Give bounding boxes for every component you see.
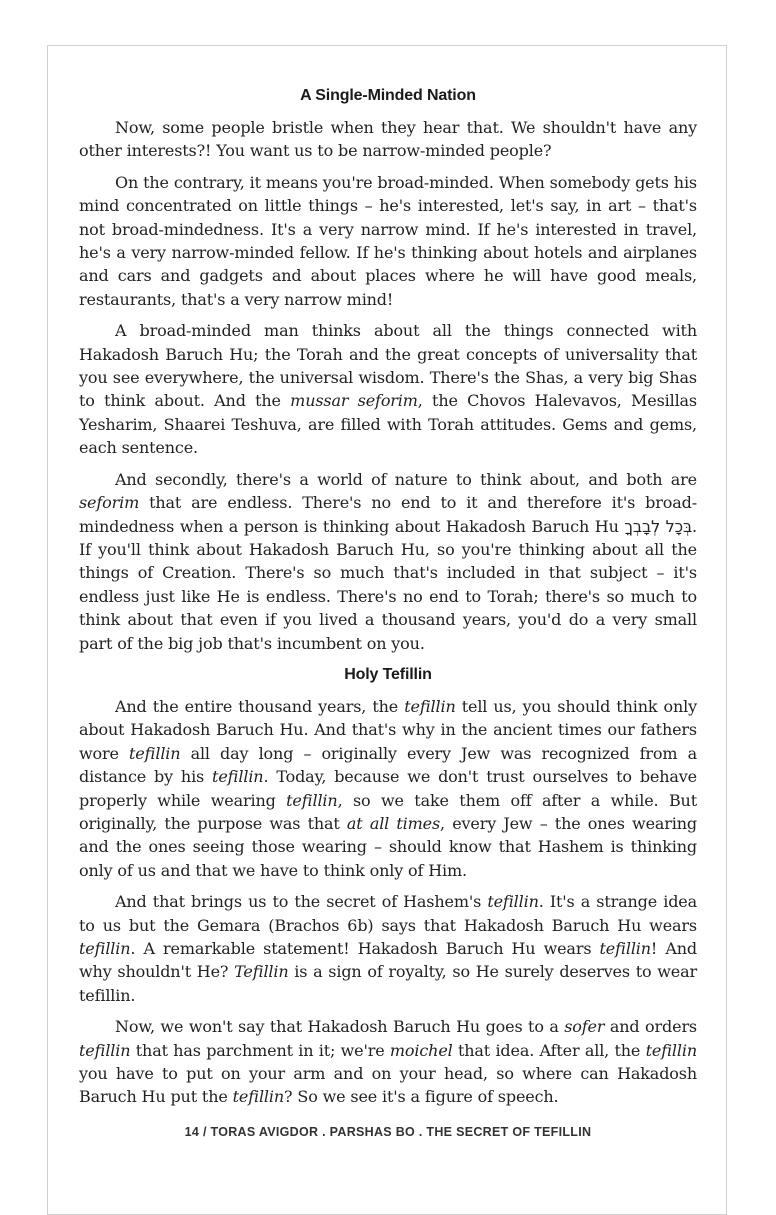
- text-run: and orders: [604, 1017, 697, 1037]
- text-run: And that brings us to the secret of Hashem's: [115, 892, 488, 912]
- italic-term: tefillin: [232, 1087, 285, 1107]
- italic-term: tefillin: [599, 939, 651, 958]
- italic-term: tefillin: [79, 939, 131, 958]
- italic-term: tefillin: [129, 743, 181, 763]
- text-run: all day long – originally every Jew was recognized from a distance by his: [79, 743, 697, 787]
- text-run: ! And why shouldn't He?: [79, 939, 697, 982]
- italic-term: tefillin: [212, 767, 264, 787]
- italic-term: mussar seforim: [290, 391, 418, 411]
- running-footer: 14 / TORAS AVIGDOR . PARSHAS BO . THE SECRET OF TEFILLIN: [184, 1125, 592, 1139]
- body-paragraph: [79, 468, 697, 655]
- body-paragraph: [79, 116, 697, 163]
- body-paragraph: [79, 1015, 697, 1109]
- hebrew-phrase: בְּכָל לְבָבְךָ: [624, 516, 693, 536]
- body-paragraph: [79, 171, 697, 311]
- text-run: that idea. After all, the: [452, 1040, 646, 1060]
- body-paragraph: [79, 890, 697, 1007]
- text-run: . A remarkable statement! Hakadosh Baruch Hu wears: [130, 939, 600, 958]
- section-heading: A Single-Minded Nation: [300, 87, 476, 104]
- italic-term: moichel: [389, 1040, 453, 1060]
- body-paragraph: [79, 319, 697, 459]
- page-body: [79, 84, 697, 1117]
- italic-term: tefillin: [645, 1040, 697, 1060]
- text-run: ? So we see it's a figure of speech.: [284, 1087, 559, 1107]
- italic-term: tefillin: [404, 696, 456, 716]
- italic-term: tefillin: [487, 892, 539, 912]
- italic-term: tefillin: [79, 1040, 131, 1060]
- italic-term: tefillin: [286, 790, 338, 810]
- text-run: that has parchment in it; we're: [130, 1040, 390, 1060]
- section-heading: Holy Tefillin: [344, 665, 432, 683]
- text-run: , so we take them off after a while. But originally, the purpose was that: [79, 790, 697, 833]
- text-run: Now, we won't say that Hakadosh Baruch Hu goes to a: [115, 1017, 565, 1037]
- text-run: is a sign of royalty, so He surely deserves to wear tefillin.: [79, 962, 697, 1005]
- italic-term: seforim: [79, 493, 140, 513]
- text-run: you have to put on your arm and on your head, so where can Hakadosh Baruch Hu put the: [79, 1064, 697, 1107]
- text-run: , the Chovos Halevavos, Mesillas Yesharim, Shaarei Teshuva, are filled with Torah attitudes. Gems and gems, each sentence.: [79, 391, 697, 458]
- text-run: Now, some people bristle when they hear that. We shouldn't have any other interests?! You want us to be narrow-minded people?: [79, 118, 697, 161]
- text-run: And secondly, there's a world of nature to think about, and both are: [115, 469, 697, 489]
- italic-term: sofer: [564, 1017, 605, 1037]
- body-paragraph: [79, 695, 697, 882]
- text-run: And the entire thousand years, the: [115, 696, 405, 716]
- text-run: A broad-minded man thinks about all the things connected with Hakadosh Baruch Hu; the Torah and the great concepts of universality that you see everywhere, the universal wisdom. There's the Shas, a very big Shas to think about. And the: [79, 321, 697, 411]
- text-run: . If you'll think about Hakadosh Baruch Hu, so you're thinking about all the things of Creation. There's so much that's included in that subject – it's endless just like He is endless. There's no end to Torah; there's so much to think about that even if you lived a thousand years, you'd do a very small part of the big job that's incumbent on you.: [79, 516, 697, 653]
- text-run: . It's a strange idea to us but the Gemara (Brachos 6b) says that Hakadosh Baruch Hu wears: [79, 892, 697, 935]
- text-run: . Today, because we don't trust ourselves to behave properly while wearing: [79, 767, 698, 810]
- text-run: On the contrary, it means you're broad-minded. When somebody gets his mind concentrated on little things – he's interested, let's say, in art – that's not broad-mindedness. It's a very narrow mind. If he's interested in travel, he's a very narrow-minded fellow. If he's thinking about hotels and airplanes and cars and gadgets and about places where he will have good meals, restaurants, that's a very narrow mind!: [79, 172, 697, 309]
- text-run: tell us, you should think only about Hakadosh Baruch Hu. And that's why in the ancient times our fathers wore: [79, 696, 697, 763]
- italic-term: at all times: [346, 813, 441, 833]
- text-run: that are endless. There's no end to it and therefore it's broad-mindedness when a person is thinking about Hakadosh Baruch Hu: [79, 493, 697, 536]
- text-run: , every Jew – the ones wearing and the ones seeing those wearing – should know that Hashem is thinking only of us and that we have to think only of Him.: [79, 813, 697, 880]
- italic-term: Tefillin: [234, 962, 289, 982]
